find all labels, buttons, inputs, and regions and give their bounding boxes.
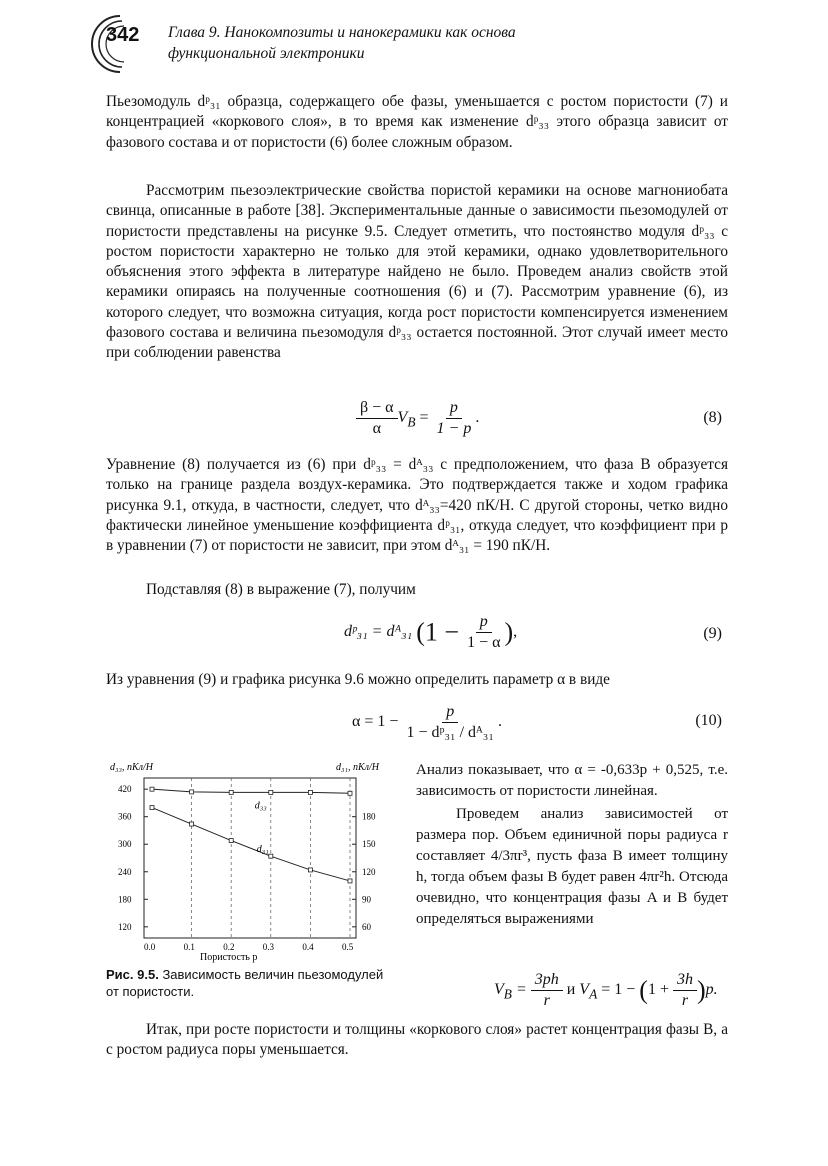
series-line-d31: [152, 808, 350, 881]
data-point: [229, 839, 233, 843]
data-point: [269, 790, 273, 794]
data-point: [308, 790, 312, 794]
series-label: d₃₁: [256, 844, 269, 856]
y-right-tick-label: 150: [362, 839, 376, 850]
data-point: [348, 791, 352, 795]
series-label: d₃₃: [254, 800, 267, 812]
y-left-label: d₃₃, пКл/Н: [110, 762, 153, 773]
y-right-tick-label: 60: [362, 921, 371, 932]
y-left-tick-label: 300: [118, 839, 132, 850]
x-tick-label: 0.1: [183, 942, 195, 952]
y-left-tick-label: 120: [118, 921, 132, 932]
equation-10-number: (10): [695, 712, 722, 729]
page-number: 342: [106, 24, 140, 46]
data-point: [150, 787, 154, 791]
equation-va-vb: $V_B$ = $\frac{3ph}{r}$ и $V_A = 1 - (1$ + $\frac{3h}{r}$ )p.: [494, 971, 718, 1009]
y-right-tick-label: 120: [362, 866, 376, 877]
data-point: [269, 854, 273, 858]
paragraph-1: Пьезомодуль dᵖ₃₁ образца, содержащего обе фазы, уменьшается с ростом пористости (7) и концентрацией «коркового слоя», в то время как изменение dᵖ₃₃ этого образца зависит от фазового состава и от пористости (6) более сложным образом.: [106, 93, 728, 151]
series-line-d33: [152, 789, 350, 793]
porosity-chart: [104, 760, 404, 965]
chapter-header: [168, 22, 608, 64]
figure-label: Рис. 9.5.: [106, 967, 159, 982]
data-point: [190, 822, 194, 826]
paragraph-4: Подставляя (8) в выражение (7), получим: [146, 581, 416, 598]
equation-8-number: (8): [703, 409, 722, 426]
paragraph-3: Уравнение (8) получается из (6) при dᵖ₃₃ = dᴬ₃₃ с предположением, что фаза B образуется только на границе раздела воздух-керамика. Это подтверждается также и ходом графика рисунка 9.1, откуда, в частности, следует, что dᴬ₃₃=420 пК/Н. С другой стороны, четко видно фактически линейное уменьшение коэффициента dᵖ₃₁, откуда следует, что коэффициент при p в уравнении (7) от пористости не зависит, при этом dᴬ₃₁ = 190 пК/Н.: [106, 456, 728, 555]
paragraph-2: Рассмотрим пьезоэлектрические свойства пористой керамики на основе магнониобата свинца, описанные в работе [38]. Экспериментальные данные о зависимости пьезомодулей от пористости представлены на рисунке 9.5. Следует отметить, что постоянство модуля dᵖ₃₃ с ростом пористости характерно не только для этой керамики, однако удовлетворительного объяснения этого эффекта в литературе найдено не было. Проведем анализ свойств этой керамики опираясь на полученные соотношения (6) и (7). Рассмотрим уравнение (6), из которого следует, что возможна ситуация, когда рост пористости компенсируется изменением фазового состава и величина пьезомодуля dᵖ₃₃ остается постоянной. Этот случай имеет место при соблюдении равенства: [106, 182, 728, 362]
x-tick-label: 0.0: [144, 942, 156, 952]
side-text-1: Анализ показывает, что α = -0,633p + 0,525, т.е. зависимость от пористости линейная.: [416, 762, 728, 799]
x-axis-label: Пористость p: [200, 952, 258, 963]
x-tick-label: 0.4: [302, 942, 314, 952]
x-tick-label: 0.3: [262, 942, 275, 952]
side-text-2: Проведем анализ зависимостей от размера пор. Объем единичной поры радиуса r составляет 4/3πr³, пусть фаза B имеет толщину h, тогда объем фазы B будет равен 4πr²h. Отсюда очевидно, что концентрация фазы A и B будет определяться выражениями: [416, 806, 728, 927]
data-point: [150, 806, 154, 810]
plot-frame: [144, 778, 356, 938]
y-left-tick-label: 420: [118, 784, 132, 795]
y-left-tick-label: 240: [118, 866, 132, 877]
paragraph-5: Из уравнения (9) и графика рисунка 9.6 можно определить параметр α в виде: [106, 671, 610, 688]
y-right-tick-label: 90: [362, 894, 371, 905]
figure-caption-text: Зависимость величин пьезомодулей от пористости.: [106, 967, 384, 999]
data-point: [229, 790, 233, 794]
chapter-title-line2: функциональной электроники: [168, 45, 365, 62]
paragraph-6: Итак, при росте пористости и толщины «коркового слоя» растет концентрация фазы B, а с ростом радиуса поры уменьшается.: [106, 1021, 728, 1059]
chapter-title-line1: Глава 9. Нанокомпозиты и нанокерамики как основа: [168, 24, 516, 41]
equation-9-number: (9): [703, 625, 722, 642]
x-tick-label: 0.5: [342, 942, 354, 952]
y-right-label: d₃₁, пКл/Н: [336, 762, 379, 773]
equation-10: α = 1 − $\frac{p}{\text{1 − dᵖ₃₁ / dᴬ₃₁}}$ .: [352, 703, 502, 741]
equation-9: dᵖ₃₁ = dᴬ₃₁ (1 − $\frac{p}{1 - \alpha}$ ),: [344, 613, 518, 651]
x-tick-label: 0.2: [223, 942, 235, 952]
data-point: [348, 879, 352, 883]
equation-8: $\frac{\beta - \alpha}{\alpha}$ $V_B$ = $\frac{p}{1 - p}$ .: [356, 398, 479, 439]
figure-caption: [106, 966, 396, 1000]
data-point: [308, 868, 312, 872]
y-left-tick-label: 180: [118, 894, 132, 905]
y-left-tick-label: 360: [118, 811, 132, 822]
data-point: [190, 790, 194, 794]
y-right-tick-label: 180: [362, 811, 376, 822]
